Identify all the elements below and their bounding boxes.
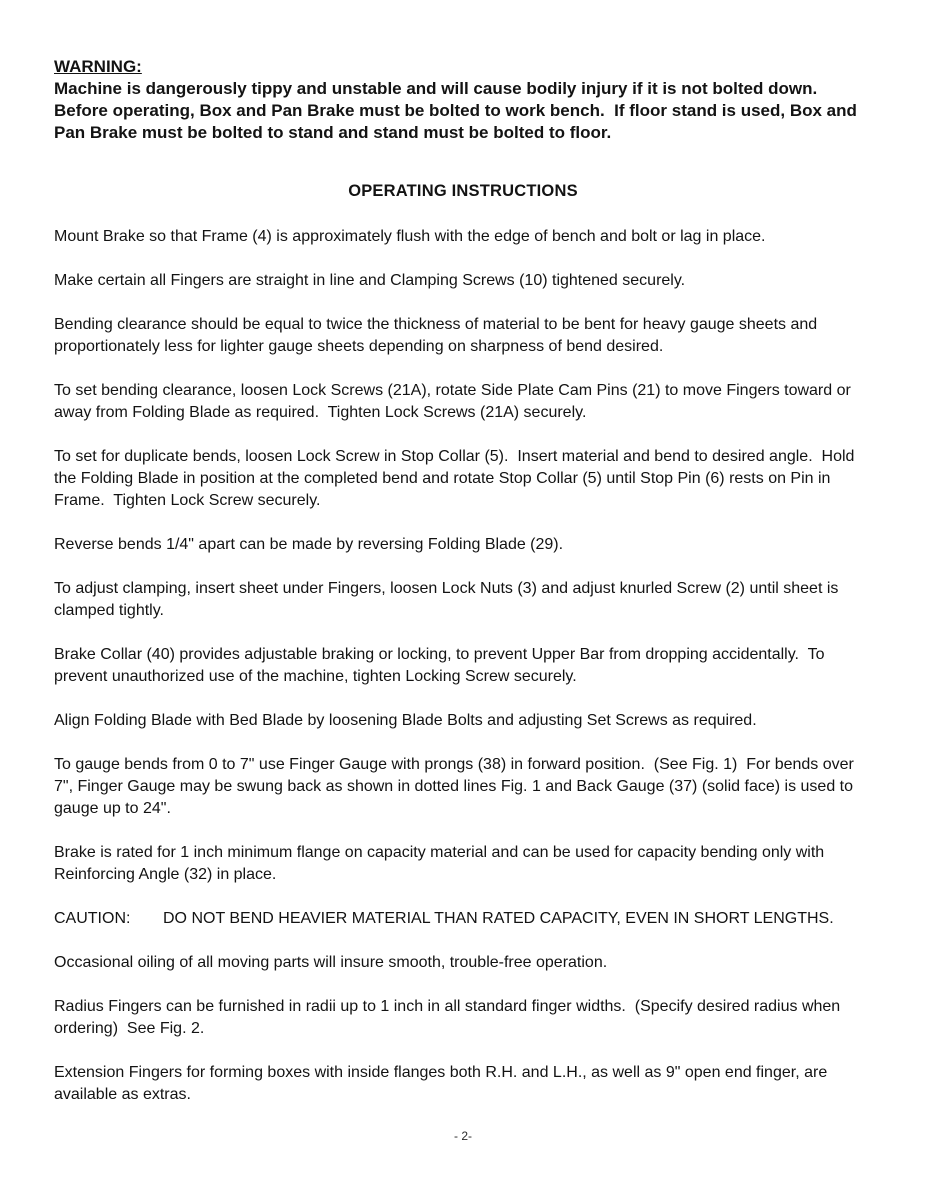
paragraph: To set bending clearance, loosen Lock Screws (21A), rotate Side Plate Cam Pins (21) to move Fingers toward or away from Folding Blade as required. Tighten Lock Screws (21A) securely. xyxy=(54,382,856,421)
paragraph: Bending clearance should be equal to twice the thickness of material to be bent for heavy gauge sheets and proportionately less for lighter gauge sheets depending on sharpness of bend desired. xyxy=(54,316,822,355)
caution-text: DO NOT BEND HEAVIER MATERIAL THAN RATED CAPACITY, EVEN IN SHORT LENGTHS. xyxy=(163,910,834,927)
paragraph: To adjust clamping, insert sheet under Fingers, loosen Lock Nuts (3) and adjust knurled Screw (2) until sheet is clamped tightly. xyxy=(54,580,843,619)
warning-title: WARNING: xyxy=(54,57,142,76)
paragraph: Radius Fingers can be furnished in radii up to 1 inch in all standard finger widths. (Specify desired radius when ordering) See Fig. 2. xyxy=(54,998,845,1037)
paragraph: Extension Fingers for forming boxes with inside flanges both R.H. and L.H., as well as 9" open end finger, are available as extras. xyxy=(54,1064,832,1103)
paragraph: Reverse bends 1/4" apart can be made by reversing Folding Blade (29). xyxy=(54,536,564,553)
section-heading: OPERATING INSTRUCTIONS xyxy=(348,182,578,200)
caution-label: CAUTION: xyxy=(54,910,131,927)
caution-row xyxy=(54,908,872,930)
paragraph: Mount Brake so that Frame (4) is approximately flush with the edge of bench and bolt or lag in place. xyxy=(54,228,766,245)
paragraph: To gauge bends from 0 to 7" use Finger Gauge with prongs (38) in forward position. (See Fig. 1) For bends over 7", Finger Gauge may be swung back as shown in dotted lines Fig. 1 and Back Gauge (37) (solid face) is used to gauge up to 24". xyxy=(54,756,859,817)
paragraph: Brake Collar (40) provides adjustable braking or locking, to prevent Upper Bar from dropping accidentally. To prevent unauthorized use of the machine, tighten Locking Screw securely. xyxy=(54,646,829,685)
paragraph: Align Folding Blade with Bed Blade by loosening Blade Bolts and adjusting Set Screws as required. xyxy=(54,712,757,729)
warning-body: Machine is dangerously tippy and unstable and will cause bodily injury if it is not bolted down. Before operating, Box and Pan Brake must be bolted to work bench. If floor stand is used, Box and Pan Brake must be bolted to stand and stand must be bolted to floor. xyxy=(54,79,862,142)
paragraph: Make certain all Fingers are straight in line and Clamping Screws (10) tightened securely. xyxy=(54,272,686,289)
page-number: - 2- xyxy=(454,1129,472,1143)
paragraph: Brake is rated for 1 inch minimum flange on capacity material and can be used for capacity bending only with Reinforcing Angle (32) in place. xyxy=(54,844,829,883)
paragraph: Occasional oiling of all moving parts will insure smooth, trouble-free operation. xyxy=(54,954,608,971)
paragraph: To set for duplicate bends, loosen Lock Screw in Stop Collar (5). Insert material and bend to desired angle. Hold the Folding Blade in position at the completed bend and rotate Stop Collar (5) until Stop Pin (6) rests on Pin in Frame. Tighten Lock Screw securely. xyxy=(54,448,859,509)
document-content xyxy=(54,56,872,1144)
